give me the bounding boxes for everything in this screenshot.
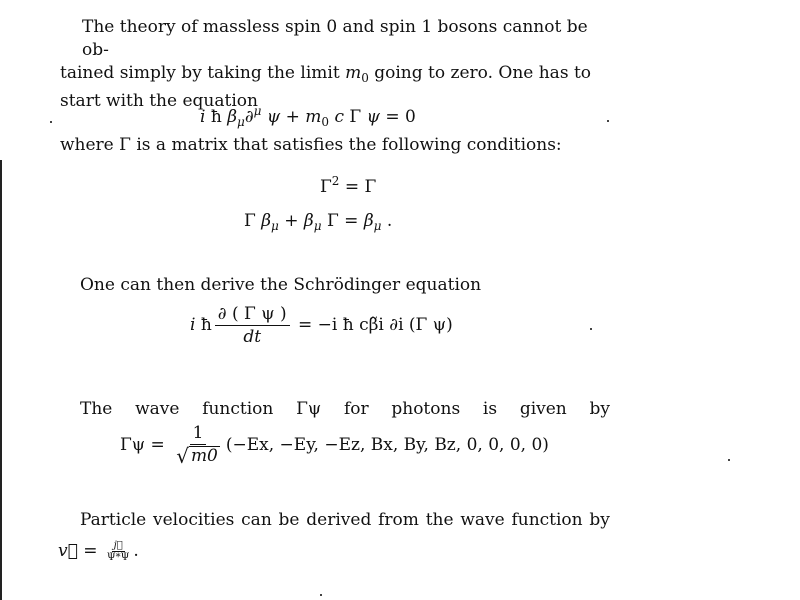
paragraph-schrodinger-intro: One can then derive the Schrödinger equation <box>80 275 482 295</box>
paragraph-intro <box>60 16 615 113</box>
scan-edge-line <box>0 160 2 600</box>
word: from <box>378 510 419 530</box>
word: derived <box>306 510 372 530</box>
word: is <box>482 399 498 419</box>
sqrt-symbol: √ m0 <box>176 444 218 468</box>
intro-line-2-tail: going to zero. One has to <box>368 63 592 83</box>
scan-speck <box>320 594 322 596</box>
intro-line-3: start with the equation <box>60 91 258 111</box>
fraction-denominator: dt <box>243 327 262 347</box>
sentence-period: . <box>133 541 139 561</box>
word: wave <box>460 510 505 530</box>
time-derivative-fraction <box>215 304 290 347</box>
mass-symbol: m <box>345 63 362 83</box>
scan-speck <box>50 121 52 123</box>
mass-subscript: 0 <box>361 71 369 85</box>
word: by <box>589 510 610 530</box>
equation-lhs: v⃗ = <box>58 541 98 561</box>
word: given <box>519 399 567 419</box>
scan-speck <box>728 459 730 461</box>
fraction-numerator: 1 <box>190 423 207 445</box>
word: photons <box>391 399 461 419</box>
velocity-fraction <box>105 540 132 563</box>
word: by <box>589 399 610 419</box>
equation-rhs: = −i ħ cβ̃i ∂i (Γ ψ) <box>298 315 453 335</box>
word: function <box>202 399 274 419</box>
word: wave <box>135 399 180 419</box>
fraction-numerator: ∂ ( Γ ψ ) <box>215 304 290 326</box>
field-components: (−Ex, −Ey, −Ez, Bx, By, Bz, 0, 0, 0, 0) <box>225 435 549 455</box>
paragraph-gamma-conditions: where Γ is a matrix that satisfies the following conditions: <box>60 135 562 155</box>
equation-lhs: Γψ = <box>120 435 165 455</box>
fraction-denominator: Ψ*Ψ <box>106 552 130 563</box>
word: function <box>511 510 583 530</box>
word: Γψ <box>296 399 322 419</box>
equation-schrodinger: i ħ $\frac{\text{∂ ( Γ ψ )}}{dt}$ = −i ħ cβ̃i ∂i (Γ ψ) <box>190 304 453 347</box>
intro-line-2 <box>60 62 615 90</box>
equation-gamma-beta: Γ $\beta_\mu + \beta_\mu$ $\Gamma = \beta_\mu$ . <box>244 211 393 233</box>
paragraph-wave-function <box>80 398 610 421</box>
equation-photon-wavefunction <box>120 423 549 468</box>
paragraph-velocities <box>80 509 610 532</box>
equation-gamma-squared: $\Gamma^2 = \Gamma$ <box>320 174 377 197</box>
fraction-denominator: m0 <box>190 446 218 466</box>
normalization-fraction <box>173 423 223 468</box>
equation-dirac-like: i ħ $\beta_\mu\partial^\mu$ $\psi + m_0$ c Γ ψ = 0 <box>200 104 416 129</box>
word: the <box>425 510 454 530</box>
word: Particle <box>80 510 147 530</box>
fraction-numerator: j⃗ <box>113 540 123 551</box>
word: The <box>80 399 113 419</box>
intro-line-2-text: tained simply by taking the limit <box>60 63 346 83</box>
scan-speck <box>607 120 609 122</box>
word: can <box>241 510 272 530</box>
equation-velocity <box>58 540 139 563</box>
word: velocities <box>153 510 235 530</box>
scan-speck <box>590 328 592 330</box>
word: for <box>343 399 369 419</box>
word: be <box>278 510 300 530</box>
intro-line-1: The theory of massless spin 0 and spin 1 bosons cannot be ob- <box>82 17 588 60</box>
